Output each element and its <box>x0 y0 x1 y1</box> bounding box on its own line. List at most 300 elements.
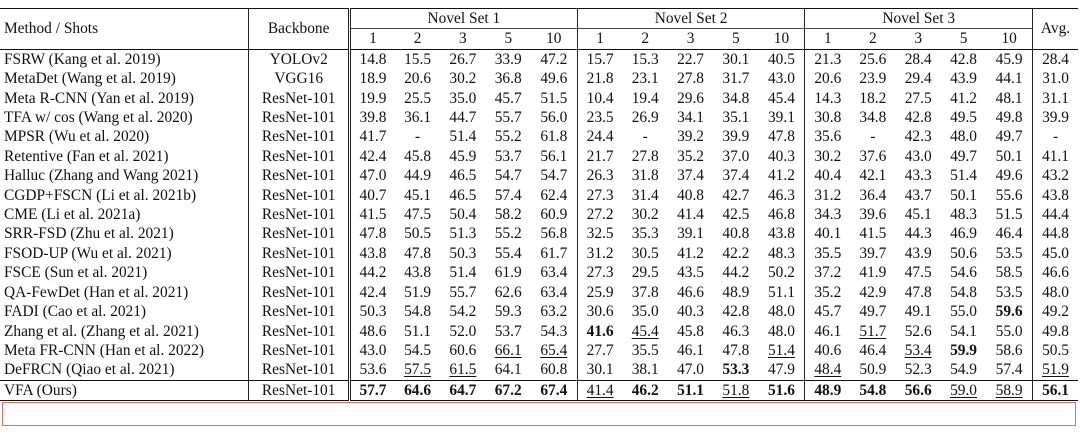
ap-value: 10.4 <box>586 89 614 107</box>
ap-value: 42.8 <box>722 303 750 321</box>
ap-value: 54.8 <box>850 380 895 400</box>
ap-value: 35.5 <box>631 341 659 359</box>
ap-value: 43.8 <box>759 224 805 243</box>
ap-value: 48.0 <box>759 322 805 341</box>
avg-value: 46.6 <box>1042 264 1069 282</box>
ap-value: 28.4 <box>896 49 941 69</box>
ap-value: 46.2 <box>623 380 668 400</box>
ap-value: 47.8 <box>759 127 805 146</box>
method-name: DeFRCN (Qiao et al. 2021) <box>0 360 249 380</box>
ap-value: 18.2 <box>859 89 887 107</box>
ap-value: 58.6 <box>986 341 1032 360</box>
ap-value: 46.4 <box>859 341 887 359</box>
ap-value: 27.2 <box>586 206 614 224</box>
ap-value: 61.5 <box>449 361 477 379</box>
ap-value: 67.2 <box>486 380 531 400</box>
ap-value: 41.4 <box>677 206 704 224</box>
ap-value: 31.2 <box>586 244 614 262</box>
ap-value: 50.3 <box>449 244 477 262</box>
ap-value: 51.4 <box>950 167 977 185</box>
ap-value: 42.8 <box>904 109 932 127</box>
ap-value: 50.1 <box>950 186 977 204</box>
novel-set-1-header: Novel Set 1 <box>350 9 578 29</box>
avg-value: 43.8 <box>1042 186 1069 204</box>
method-name: Retentive (Fan et al. 2021) <box>0 147 249 166</box>
ap-value: 52.6 <box>904 322 932 340</box>
ap-value: 49.6 <box>986 166 1032 185</box>
ap-value: 27.5 <box>904 89 932 107</box>
shot-header: 3 <box>459 30 467 48</box>
shot-header: 1 <box>369 30 377 48</box>
ap-value: 35.6 <box>814 128 842 146</box>
ap-value: 50.4 <box>449 206 477 224</box>
ap-value: 35.3 <box>631 225 659 243</box>
method-name: Halluc (Zhang and Wang 2021) <box>0 166 249 185</box>
ap-value: 54.3 <box>531 322 577 341</box>
ap-value: 60.6 <box>449 341 477 359</box>
ap-value: 43.3 <box>904 167 932 185</box>
table-row <box>0 205 1078 224</box>
ap-value: 37.0 <box>722 147 750 165</box>
ap-value: 30.6 <box>586 303 614 321</box>
ap-value: 44.2 <box>359 264 387 282</box>
ap-value: 21.7 <box>586 147 614 165</box>
ap-value: 44.1 <box>986 69 1032 88</box>
ap-value: 20.6 <box>814 70 842 88</box>
ap-value: 58.2 <box>494 206 522 224</box>
method-name: CGDP+FSCN (Li et al. 2021b) <box>0 186 249 205</box>
ap-value: 56.1 <box>531 147 577 166</box>
ap-value: 50.6 <box>950 244 977 262</box>
ap-value: 46.1 <box>814 322 842 340</box>
backbone-name: ResNet-101 <box>249 341 350 360</box>
method-name: Meta FR-CNN (Han et al. 2022) <box>0 341 249 360</box>
ap-value: 46.4 <box>986 224 1032 243</box>
ap-value: 34.8 <box>722 89 750 107</box>
ap-value: 64.7 <box>440 380 485 400</box>
ap-value: 41.7 <box>359 128 387 146</box>
table-row <box>0 69 1078 88</box>
avg-value: 39.9 <box>1042 109 1069 127</box>
ap-value: 59.3 <box>494 303 522 321</box>
ap-value: 45.4 <box>631 322 659 340</box>
ap-value: 27.3 <box>586 186 614 204</box>
avg-value: 44.4 <box>1042 206 1069 224</box>
ap-value: 23.1 <box>631 70 659 88</box>
ap-value: 39.1 <box>759 108 805 127</box>
ap-value: 63.4 <box>531 283 577 302</box>
avg-value: 28.4 <box>1033 49 1078 69</box>
avg-value: 50.5 <box>1042 341 1069 359</box>
ap-value: 35.2 <box>677 147 704 165</box>
ap-value: 51.3 <box>449 225 477 243</box>
ap-value: 26.7 <box>440 49 485 69</box>
ap-value: 51.9 <box>404 283 432 301</box>
ap-value: 40.5 <box>759 49 805 69</box>
ap-value: 32.5 <box>586 225 614 243</box>
ap-value: 47.9 <box>759 360 805 380</box>
backbone-name: ResNet-101 <box>249 166 350 185</box>
backbone-name: ResNet-101 <box>249 283 350 302</box>
ap-value: 60.8 <box>531 360 577 380</box>
table-row <box>0 108 1078 127</box>
ap-value: 55.0 <box>950 303 977 321</box>
shot-header: 3 <box>686 30 695 48</box>
ap-value: 49.6 <box>531 69 577 88</box>
ap-value: 51.1 <box>759 283 805 302</box>
ap-value: 45.9 <box>986 49 1032 69</box>
ap-value: 30.2 <box>631 206 659 224</box>
ap-value: 27.8 <box>677 70 704 88</box>
ap-value: 42.5 <box>722 206 750 224</box>
method-name: MetaDet (Wang et al. 2019) <box>0 69 249 88</box>
ap-value: 49.5 <box>950 109 977 127</box>
ap-value: 35.5 <box>814 244 842 262</box>
ap-value: 43.9 <box>904 244 932 262</box>
ap-value: 31.7 <box>722 70 750 88</box>
ap-value: 19.4 <box>631 89 659 107</box>
ap-value: 54.8 <box>950 283 977 301</box>
avg-value: 44.8 <box>1042 225 1069 243</box>
ap-value: 33.9 <box>486 49 531 69</box>
ap-value: 44.3 <box>904 225 932 243</box>
table-row <box>0 186 1078 205</box>
ap-value: 47.8 <box>722 341 750 359</box>
ap-value: 45.8 <box>677 322 704 340</box>
ap-value: 54.7 <box>494 167 522 185</box>
ap-value: 51.5 <box>986 205 1032 224</box>
ap-value: 63.2 <box>531 302 577 321</box>
table-row <box>0 89 1078 108</box>
ap-value: 47.5 <box>904 264 932 282</box>
ap-value: 15.7 <box>577 49 622 69</box>
ap-value: 47.8 <box>404 244 432 262</box>
ap-value: 47.0 <box>359 167 387 185</box>
ap-value: 66.1 <box>494 341 522 359</box>
ap-value: 54.2 <box>449 303 477 321</box>
ap-value: 61.8 <box>531 127 577 146</box>
ap-value: 40.4 <box>814 167 842 185</box>
ap-value: 35.2 <box>814 283 842 301</box>
ap-value: 48.3 <box>759 244 805 263</box>
ap-value: 40.3 <box>759 147 805 166</box>
ap-value: 42.1 <box>859 167 887 185</box>
ap-value: 48.1 <box>986 89 1032 108</box>
ap-value: 49.1 <box>904 303 932 321</box>
ap-value: 30.1 <box>586 361 614 379</box>
ap-value: 39.7 <box>859 244 887 262</box>
ap-value: 50.3 <box>359 303 387 321</box>
ap-value: 53.7 <box>494 322 522 340</box>
backbone-name: ResNet-101 <box>249 147 350 166</box>
ap-value: 46.5 <box>449 186 477 204</box>
avg-value: 31.0 <box>1042 70 1069 88</box>
ap-value: 62.6 <box>494 283 522 301</box>
backbone-name: VGG16 <box>249 69 350 88</box>
backbone-name: ResNet-101 <box>249 302 350 321</box>
backbone-name: ResNet-101 <box>249 89 350 108</box>
ap-value: 29.5 <box>631 264 659 282</box>
avg-value: - <box>1052 128 1059 146</box>
ap-value: 45.4 <box>759 89 805 108</box>
ap-value: 37.8 <box>631 283 659 301</box>
ap-value: 52.3 <box>904 361 932 379</box>
ap-value: 46.3 <box>722 322 750 340</box>
ap-value: 27.8 <box>631 147 659 165</box>
ap-value: 49.7 <box>986 127 1032 146</box>
shot-header: 2 <box>869 30 877 48</box>
ap-value: 40.6 <box>814 341 842 359</box>
ap-value: 41.5 <box>359 206 387 224</box>
ap-value: 25.9 <box>586 283 614 301</box>
ap-value: 48.0 <box>950 128 977 146</box>
backbone-name: ResNet-101 <box>249 244 350 263</box>
shot-header: 3 <box>914 30 923 48</box>
ap-value: 15.3 <box>623 49 668 69</box>
backbone-name: ResNet-101 <box>249 360 350 380</box>
ap-value: 43.5 <box>677 264 704 282</box>
ap-value: - <box>642 128 648 146</box>
ap-value: 31.4 <box>631 186 659 204</box>
ap-value: 48.9 <box>722 283 750 301</box>
table-row <box>0 166 1078 185</box>
ap-value: 60.9 <box>531 205 577 224</box>
ap-value: 42.4 <box>359 283 387 301</box>
ap-value: 42.4 <box>359 147 387 165</box>
table-row <box>0 147 1078 166</box>
ap-value: 53.3 <box>722 361 750 379</box>
method-name: CME (Li et al. 2021a) <box>0 205 249 224</box>
ap-value: 45.9 <box>449 147 477 165</box>
ap-value: 43.9 <box>950 70 977 88</box>
ap-value: 41.5 <box>859 225 887 243</box>
method-name: VFA (Ours) <box>0 380 249 400</box>
ap-value: 51.4 <box>449 128 477 146</box>
ap-value: 47.0 <box>677 361 704 379</box>
method-name: FSRW (Kang et al. 2019) <box>0 49 249 69</box>
ap-value: 50.2 <box>759 263 805 282</box>
table-row <box>0 263 1078 282</box>
ap-value: 37.4 <box>722 167 750 185</box>
shot-header: 5 <box>959 30 968 48</box>
avg-value: 49.8 <box>1042 322 1069 340</box>
ap-value: 47.5 <box>404 206 432 224</box>
ap-value: 48.0 <box>759 302 805 321</box>
ap-value: 51.6 <box>759 380 805 400</box>
shot-header: 5 <box>732 30 740 48</box>
method-name: Zhang et al. (Zhang et al. 2021) <box>0 322 249 341</box>
table-row <box>0 224 1078 243</box>
ap-value: 63.4 <box>531 263 577 282</box>
ap-value: 31.8 <box>631 167 659 185</box>
ap-value: 57.4 <box>986 360 1032 380</box>
ap-value: 31.2 <box>814 186 842 204</box>
method-name: TFA w/ cos (Wang et al. 2020) <box>0 108 249 127</box>
ap-value: 51.5 <box>531 89 577 108</box>
backbone-name: ResNet-101 <box>249 108 350 127</box>
avg-value: 56.1 <box>1033 380 1078 400</box>
ap-value: 56.0 <box>531 108 577 127</box>
table-row <box>0 341 1078 360</box>
ap-value: 41.9 <box>859 264 887 282</box>
ap-value: 64.1 <box>494 361 522 379</box>
ap-value: 51.4 <box>449 264 477 282</box>
ap-value: 30.8 <box>814 109 842 127</box>
ap-value: 49.7 <box>950 147 977 165</box>
ap-value: 54.7 <box>531 166 577 185</box>
backbone-name: ResNet-101 <box>249 263 350 282</box>
method-shots-header: Method / Shots <box>0 9 249 50</box>
backbone-name: ResNet-101 <box>249 224 350 243</box>
ap-value: 29.4 <box>904 70 932 88</box>
ap-value: 34.3 <box>814 206 842 224</box>
header-row-sets <box>0 9 1078 29</box>
ap-value: 57.7 <box>350 380 395 400</box>
method-name: Meta R-CNN (Yan et al. 2019) <box>0 89 249 108</box>
ap-value: 61.9 <box>494 264 522 282</box>
ap-value: 40.7 <box>359 186 387 204</box>
ap-value: 40.8 <box>722 225 750 243</box>
ap-value: 23.5 <box>586 109 614 127</box>
ap-value: 56.6 <box>896 380 941 400</box>
shot-header: 10 <box>759 29 805 49</box>
ap-value: 27.3 <box>586 264 614 282</box>
method-name: MPSR (Wu et al. 2020) <box>0 127 249 146</box>
ap-value: 18.9 <box>359 70 387 88</box>
ap-value: 37.6 <box>859 147 887 165</box>
ap-value: 25.6 <box>850 49 895 69</box>
ap-value: 42.9 <box>859 283 887 301</box>
ap-value: 34.8 <box>859 109 887 127</box>
ap-value: 53.5 <box>986 244 1032 263</box>
ap-value: 49.7 <box>859 303 887 321</box>
ap-value: 48.4 <box>814 361 842 379</box>
table-row <box>0 127 1078 146</box>
ap-value: 65.4 <box>531 341 577 360</box>
ap-value: 36.4 <box>859 186 887 204</box>
shot-header: 2 <box>641 30 650 48</box>
ap-value: 62.4 <box>531 186 577 205</box>
ap-value: 45.1 <box>904 206 932 224</box>
ap-value: 39.9 <box>722 128 750 146</box>
method-name: FADI (Cao et al. 2021) <box>0 302 249 321</box>
shot-header: 10 <box>986 29 1032 49</box>
ap-value: 19.9 <box>359 89 387 107</box>
novel-set-2-header: Novel Set 2 <box>577 9 805 29</box>
method-name: FSCE (Sun et al. 2021) <box>0 263 249 282</box>
ap-value: 41.2 <box>759 166 805 185</box>
ap-value: 42.8 <box>941 49 986 69</box>
ap-value: 43.7 <box>904 186 932 204</box>
ap-value: 35.1 <box>722 109 750 127</box>
ap-value: 55.4 <box>494 244 522 262</box>
results-body <box>0 49 1078 400</box>
ap-value: 50.9 <box>859 361 887 379</box>
ap-value: 41.2 <box>677 244 704 262</box>
ap-value: 51.8 <box>713 380 758 400</box>
ours-row-highlight <box>2 402 1076 426</box>
ap-value: 30.2 <box>814 147 842 165</box>
ap-value: 46.5 <box>449 167 477 185</box>
ap-value: 58.5 <box>986 263 1032 282</box>
ap-value: 49.8 <box>986 108 1032 127</box>
ap-value: 40.8 <box>677 186 704 204</box>
ap-value: 45.1 <box>404 186 432 204</box>
ap-value: 24.4 <box>586 128 614 146</box>
ap-value: 21.8 <box>586 70 614 88</box>
shot-header: 1 <box>596 30 604 48</box>
ap-value: 39.8 <box>359 109 387 127</box>
avg-value: 45.0 <box>1042 244 1069 262</box>
ap-value: 42.7 <box>722 186 750 204</box>
ap-value: 55.0 <box>986 322 1032 341</box>
ap-value: 55.2 <box>494 225 522 243</box>
ap-value: 64.6 <box>395 380 440 400</box>
ap-value: 21.3 <box>805 49 850 69</box>
table-row <box>0 322 1078 341</box>
ap-value: 53.4 <box>904 341 932 359</box>
ap-value: 25.5 <box>404 89 432 107</box>
ap-value: 54.1 <box>950 322 977 340</box>
ap-value: 30.1 <box>713 49 758 69</box>
avg-header: Avg. <box>1033 9 1078 50</box>
ap-value: 26.9 <box>631 109 659 127</box>
ap-value: 55.7 <box>494 109 522 127</box>
ap-value: 45.8 <box>404 147 432 165</box>
shot-header: 5 <box>504 30 513 48</box>
ap-value: 44.2 <box>722 264 750 282</box>
backbone-name: ResNet-101 <box>249 205 350 224</box>
ap-value: 54.9 <box>950 361 977 379</box>
table-row-ours <box>0 380 1078 400</box>
ap-value: 53.5 <box>986 283 1032 302</box>
ap-value: 55.7 <box>449 283 477 301</box>
ap-value: 54.5 <box>404 341 432 359</box>
ap-value: 48.6 <box>359 322 387 340</box>
ap-value: 55.6 <box>986 186 1032 205</box>
ap-value: 43.8 <box>404 264 432 282</box>
ap-value: 57.4 <box>494 186 522 204</box>
shot-header: 2 <box>413 30 422 48</box>
ap-value: 52.0 <box>449 322 477 340</box>
ap-value: 54.8 <box>404 303 432 321</box>
ap-value: 26.3 <box>586 167 614 185</box>
novel-set-3-header: Novel Set 3 <box>805 9 1033 29</box>
ap-value: 35.0 <box>449 89 477 107</box>
ap-value: 53.6 <box>359 361 387 379</box>
ap-value: 59.0 <box>941 380 986 400</box>
backbone-name: ResNet-101 <box>249 322 350 341</box>
ap-value: 39.1 <box>677 225 704 243</box>
ap-value: 40.1 <box>814 225 842 243</box>
ap-value: - <box>870 128 876 146</box>
backbone-header: Backbone <box>249 9 350 50</box>
table-row <box>0 360 1078 380</box>
table-row <box>0 244 1078 263</box>
avg-value: 43.2 <box>1042 167 1069 185</box>
ap-value: 20.6 <box>404 70 432 88</box>
ap-value: 36.8 <box>494 70 522 88</box>
ap-value: 56.8 <box>531 224 577 243</box>
ap-value: 30.5 <box>631 244 659 262</box>
method-name: FSOD-UP (Wu et al. 2021) <box>0 244 249 263</box>
ap-value: 29.6 <box>677 89 704 107</box>
avg-value: 51.9 <box>1042 361 1069 379</box>
ap-value: 43.0 <box>904 147 932 165</box>
backbone-name: YOLOv2 <box>249 49 350 69</box>
ap-value: 37.2 <box>814 264 842 282</box>
ap-value: 42.2 <box>722 244 750 262</box>
